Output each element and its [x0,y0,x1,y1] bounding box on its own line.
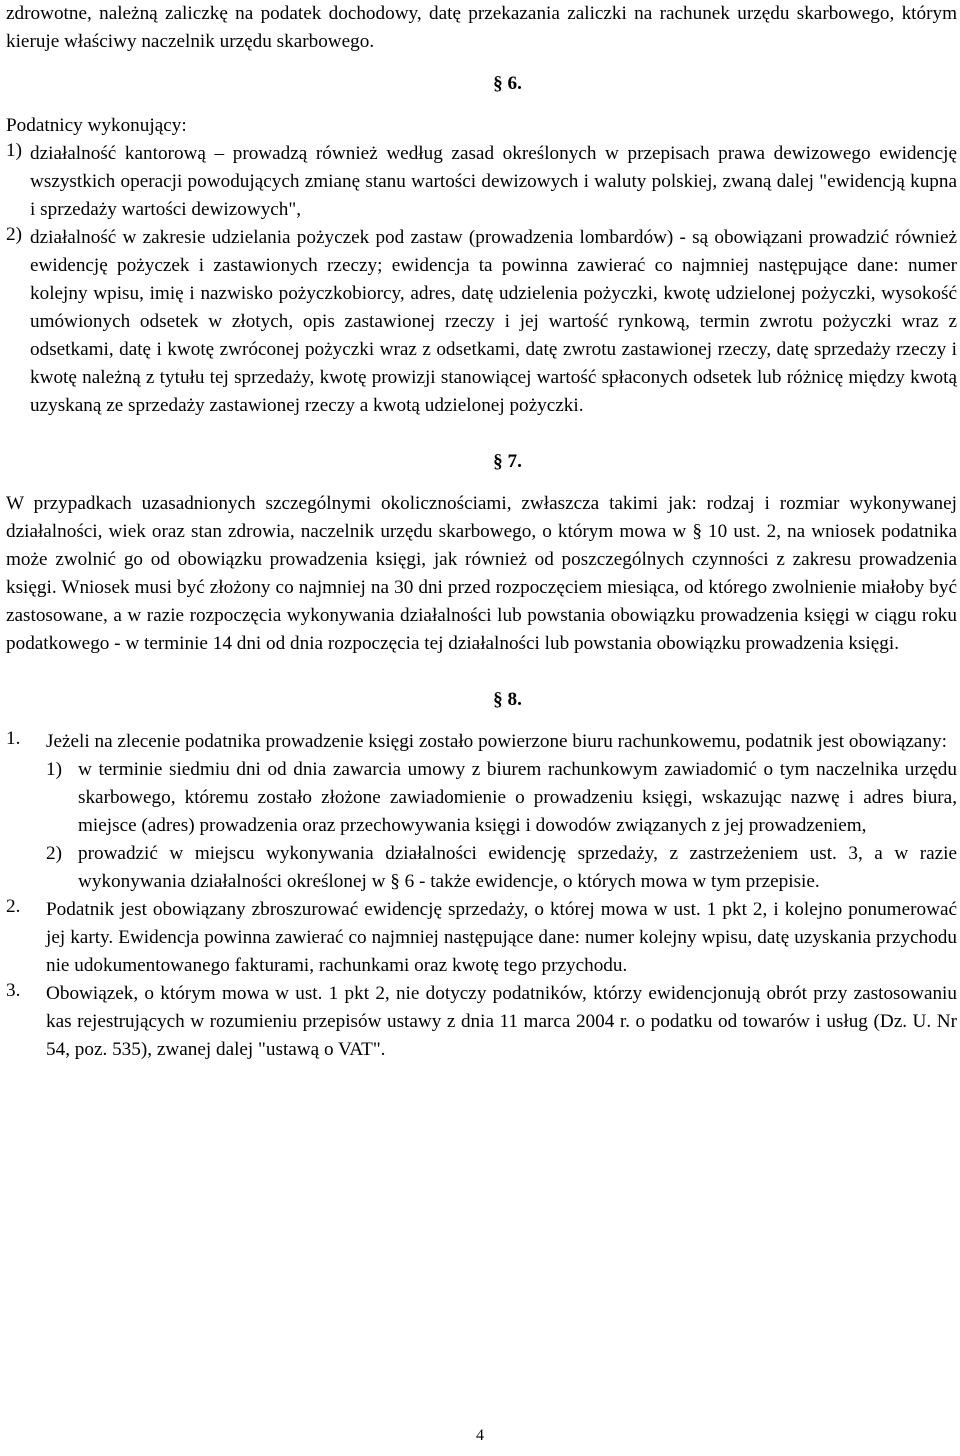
item-text: Obowiązek, o którym mowa w ust. 1 pkt 2, nie dotyczy podatników, którzy ewidencjonują obrót przy zastosowaniu kas rejestrujących w rozumieniu przepisów ustawy z dnia 11 marca 2004 r. o podatku od towarów i usług (Dz. U. Nr 54, poz. 535), zwanej dalej "ustawą o VAT". [46,983,957,1060]
section-8-item-1 [6,728,957,896]
item-number: 1) [6,140,22,161]
item-number: 2. [6,896,21,917]
item-number: 2) [6,224,22,245]
item-text: działalność w zakresie udzielania pożyczek pod zastaw (prowadzenia lombardów) - są obowiązani prowadzić również ewidencję pożyczek i zastawionych rzeczy; ewidencja ta powinna zawierać co najmniej następujące dane: numer kolejny wpisu, imię i nazwisko pożyczkobiorcy, adres, datę udzielenia pożyczki, kwotę udzielonej pożyczki, wysokość umówionych odsetek w złotych, opis zastawionej rzeczy i jej wartość rynkową, termin zwrotu pożyczki wraz z odsetkami, datę i kwotę zwróconej pożyczki wraz z odsetkami, datę zwrotu zastawionej rzeczy, datę sprzedaży rzeczy i kwotę należną z tytułu tej sprzedaży, kwotę prowizji stanowiącej wartość spłaconych odsetek lub różnicę między kwotą uzyskaną ze sprzedaży zastawionej rzeczy a kwotą udzielonej pożyczki. [30,227,957,416]
intro-paragraph: zdrowotne, należną zaliczkę na podatek dochodowy, datę przekazania zaliczki na rachunek urzędu skarbowego, którym kieruje właściwy naczelnik urzędu skarbowego. [6,3,957,52]
item-number: 3. [6,980,21,1001]
section-8-heading: § 8. [493,689,522,710]
section-6-heading: § 6. [493,73,522,94]
document-page [6,0,957,1064]
section-7-heading: § 7. [493,451,522,472]
section-8-item-3 [6,980,957,1064]
item-text: Podatnik jest obowiązany zbroszurować ewidencję sprzedaży, o której mowa w ust. 1 pkt 2, i kolejno ponumerować jej karty. Ewidencja powinna zawierać co najmniej następujące dane: numer kolejny wpisu, datę uzyskania przychodu nie udokumentowanego fakturami, rachunkami oraz kwotę tego przychodu. [46,899,957,976]
item-number: 1. [6,728,21,749]
item-text: Jeżeli na zlecenie podatnika prowadzenie księgi zostało powierzone biuru rachunkowemu, podatnik jest obowiązany: [46,731,947,752]
section-6-lead: Podatnicy wykonujący: [6,115,187,136]
subitem-number: 1) [46,759,62,780]
section-8-subitem-1 [46,756,957,840]
subitem-text: w terminie siedmiu dni od dnia zawarcia umowy z biurem rachunkowym zawiadomić o tym naczelnika urzędu skarbowego, któremu zostało złożone zawiadomienie o prowadzeniu księgi, wskazując nazwę i adres biura, miejsce (adres) prowadzenia oraz przechowywania księgi i dowodów związanych z jej prowadzeniem, [78,759,957,836]
item-text: działalność kantorową – prowadzą również według zasad określonych w przepisach prawa dewizowego ewidencję wszystkich operacji powodujących zmianę stanu wartości dewizowych i waluty polskiej, zwaną dalej "ewidencją kupna i sprzedaży wartości dewizowych", [30,143,957,220]
subitem-text: prowadzić w miejscu wykonywania działalności ewidencję sprzedaży, z zastrzeżeniem ust. 3, a w razie wykonywania działalności określonej w § 6 - także ewidencje, o których mowa w tym przepisie. [78,843,957,892]
subitem-number: 2) [46,843,62,864]
section-8-subitem-2 [46,840,957,896]
section-6-item-2 [6,224,957,420]
page-number: 4 [476,1427,484,1444]
section-8-item-2 [6,896,957,980]
section-6-item-1 [6,140,957,224]
section-7-paragraph: W przypadkach uzasadnionych szczególnymi okolicznościami, zwłaszcza takimi jak: rodzaj i rozmiar wykonywanej działalności, wiek oraz stan zdrowia, naczelnik urzędu skarbowego, o którym mowa w § 10 ust. 2, na wniosek podatnika może zwolnić go od obowiązku prowadzenia księgi, jak również od poszczególnych czynności z zakresu prowadzenia księgi. Wniosek musi być złożony co najmniej na 30 dni przed rozpoczęciem miesiąca, od którego zwolnienie miałoby być zastosowane, a w razie rozpoczęcia wykonywania działalności lub powstania obowiązku prowadzenia księgi w ciągu roku podatkowego - w terminie 14 dni od dnia rozpoczęcia tej działalności lub powstania obowiązku prowadzenia księgi. [6,493,957,654]
